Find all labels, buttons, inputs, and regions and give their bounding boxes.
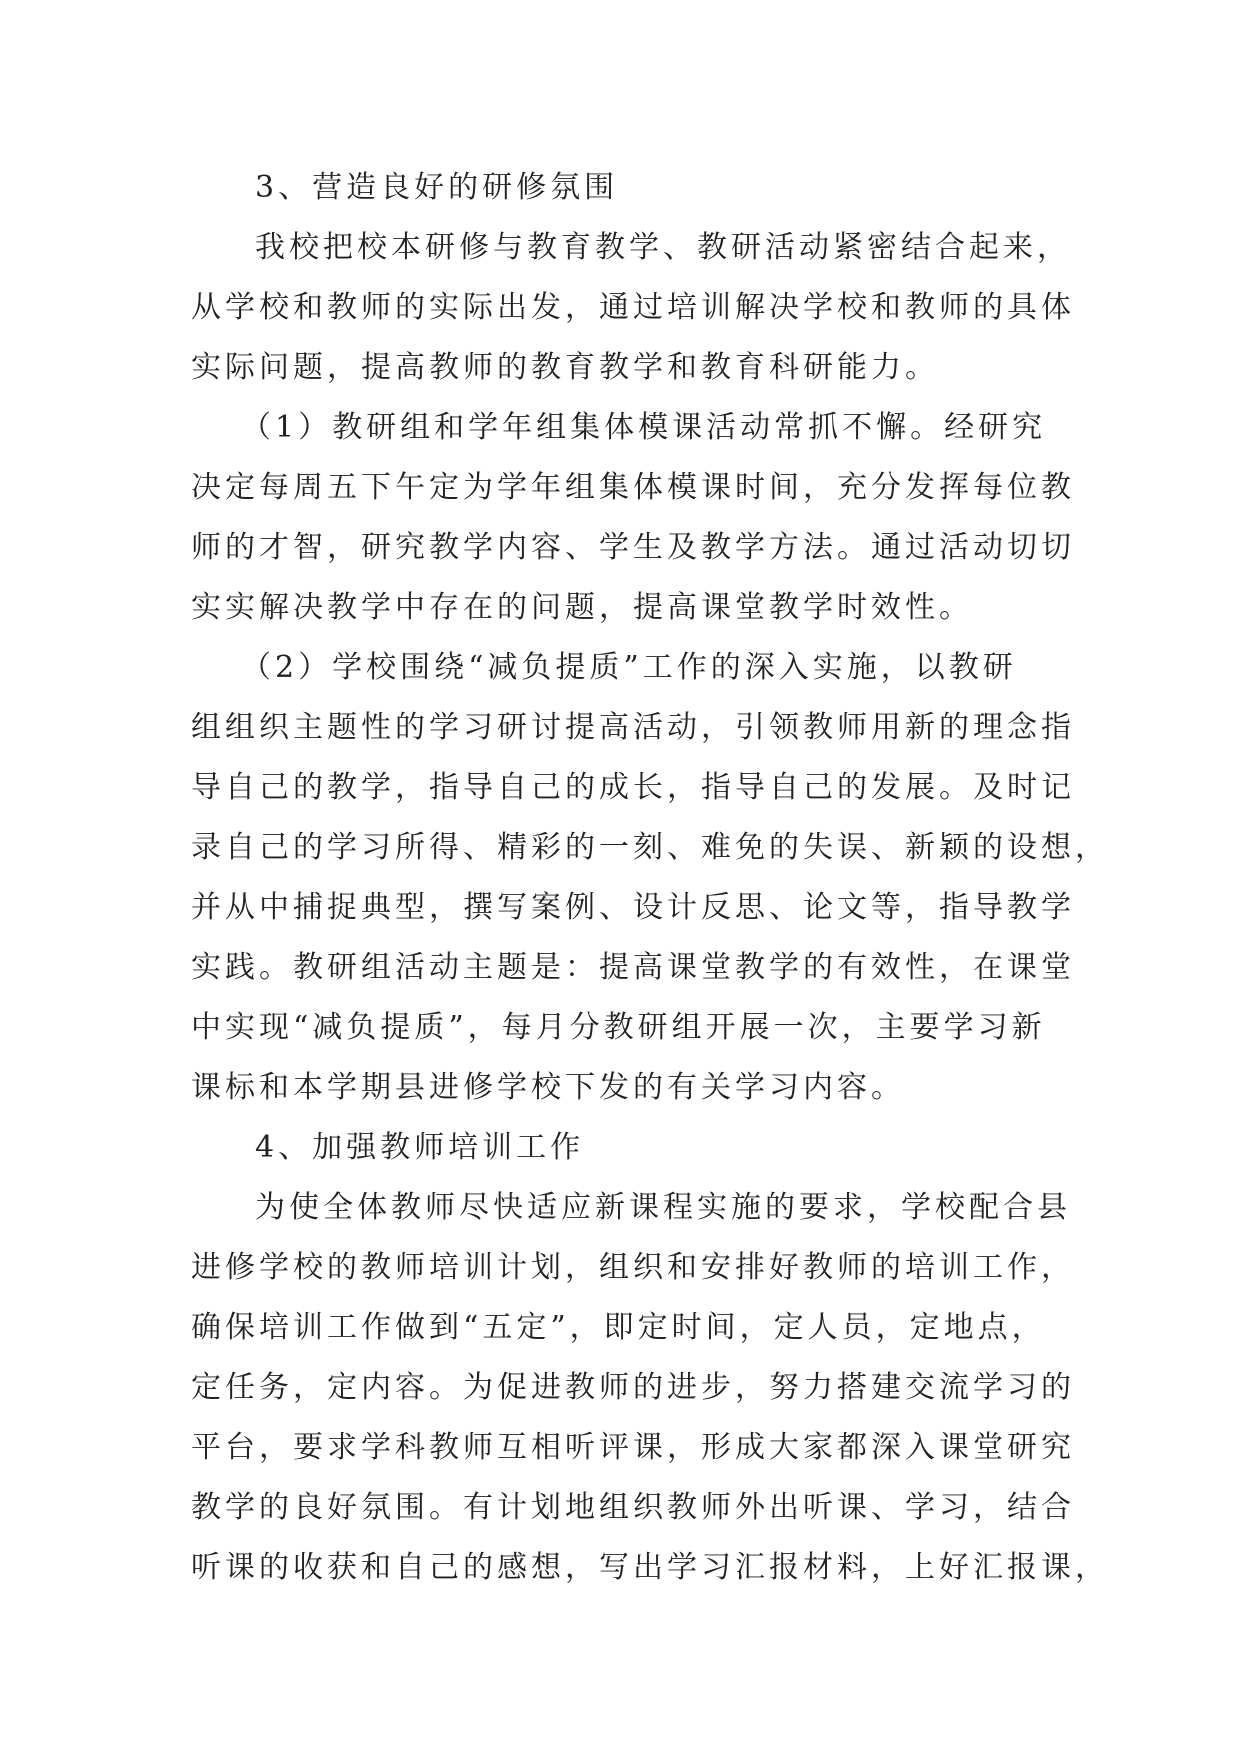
paragraph-line: 录自己的学习所得、精彩的一刻、难免的失误、新颖的设想， [191, 830, 1109, 865]
document-body [191, 158, 1109, 1598]
paragraph-line: （2）学校围绕“减负提质”工作的深入实施，以教研 [241, 650, 1017, 685]
paragraph-line: 听课的收获和自己的感想，写出学习汇报材料，上好汇报课， [191, 1550, 1109, 1585]
paragraph-line: 组组织主题性的学习研讨提高活动，引领教师用新的理念指 [191, 710, 1075, 745]
paragraph-line: 为使全体教师尽快适应新课程实施的要求，学校配合县 [255, 1190, 1071, 1225]
paragraph-line: 实际问题，提高教师的教育教学和教育科研能力。 [191, 350, 939, 385]
paragraph-line: 并从中捕捉典型，撰写案例、设计反思、论文等，指导教学 [191, 890, 1075, 925]
paragraph-line: 决定每周五下午定为学年组集体模课时间，充分发挥每位教 [191, 470, 1075, 505]
paragraph-line: 中实现“减负提质”，每月分教研组开展一次，主要学习新 [191, 1010, 1046, 1045]
paragraph-line: 平台，要求学科教师互相听评课，形成大家都深入课堂研究 [191, 1430, 1075, 1465]
paragraph-line: 导自己的教学，指导自己的成长，指导自己的发展。及时记 [191, 770, 1075, 805]
paragraph-line: 从学校和教师的实际出发，通过培训解决学校和教师的具体 [191, 290, 1075, 325]
paragraph-line: 课标和本学期县进修学校下发的有关学习内容。 [191, 1070, 905, 1105]
paragraph-line: （1）教研组和学年组集体模课活动常抓不懈。经研究 [241, 410, 1047, 445]
paragraph-line: 实实解决教学中存在的问题，提高课堂教学时效性。 [191, 590, 973, 625]
paragraph-line: 定任务，定内容。为促进教师的进步，努力搭建交流学习的 [191, 1370, 1075, 1405]
paragraph-line: 进修学校的教师培训计划，组织和安排好教师的培训工作， [191, 1250, 1075, 1285]
section-heading: 4、加强教师培训工作 [255, 1130, 585, 1165]
paragraph-line: 确保培训工作做到“五定”，即定时间，定人员，定地点， [191, 1310, 1046, 1345]
paragraph-line: 教学的良好氛围。有计划地组织教师外出听课、学习，结合 [191, 1490, 1075, 1525]
paragraph-line: 我校把校本研修与教育教学、教研活动紧密结合起来， [255, 230, 1071, 265]
paragraph-line: 师的才智，研究教学内容、学生及教学方法。通过活动切切 [191, 530, 1075, 565]
paragraph-line: 实践。教研组活动主题是：提高课堂教学的有效性，在课堂 [191, 950, 1075, 985]
section-heading: 3、营造良好的研修氛围 [255, 170, 619, 205]
